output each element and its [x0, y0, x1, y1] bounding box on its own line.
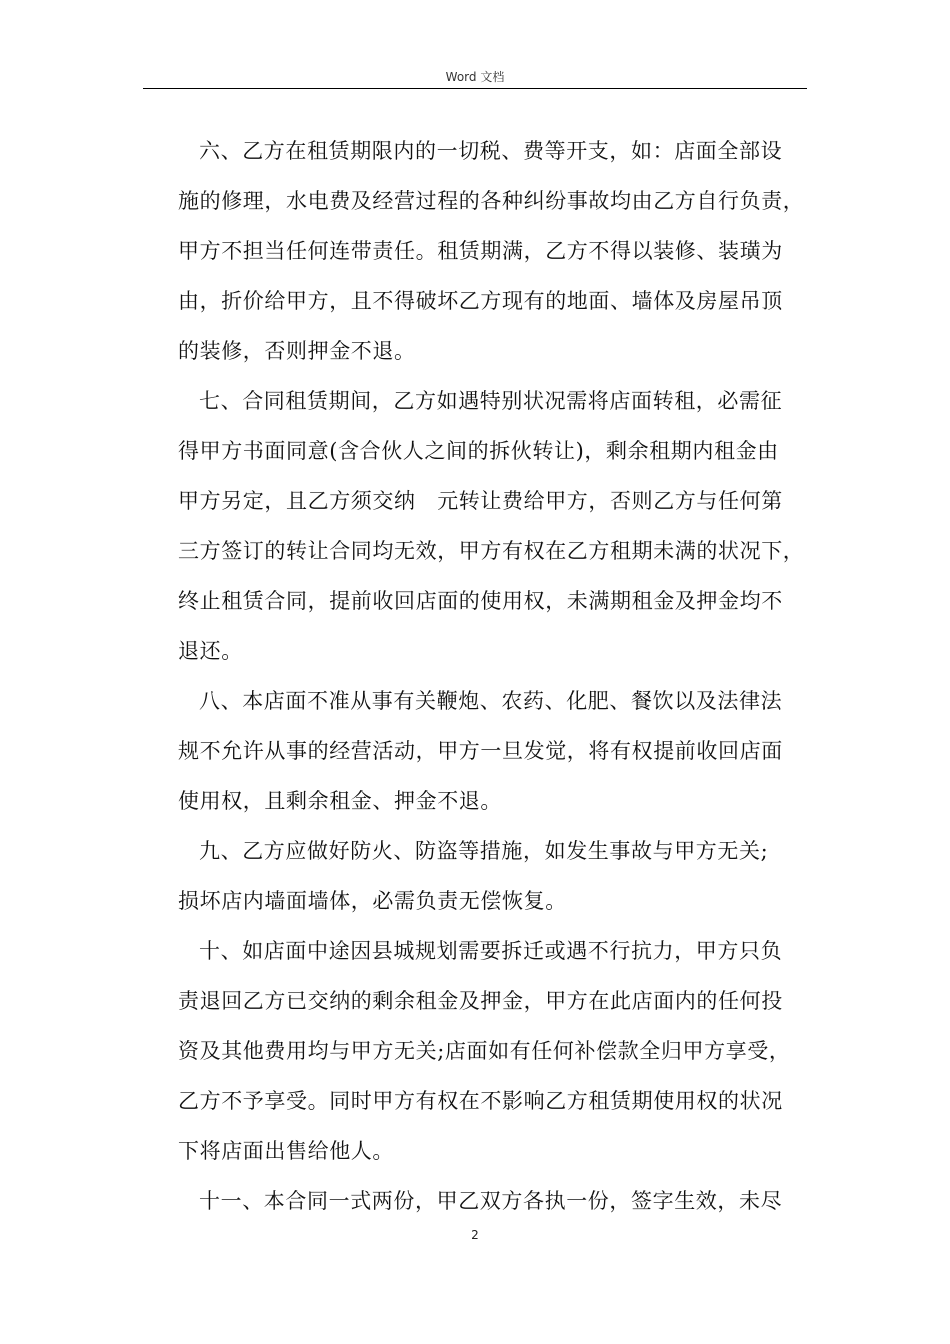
clause-line: 乙方不予享受。同时甲方有权在不影响乙方租赁期使用权的状况: [178, 1089, 783, 1113]
clause-line: 退还。: [178, 639, 243, 663]
clause-line: 得甲方书面同意(含合伙人之间的拆伙转让)，剩余租期内租金由: [178, 439, 779, 463]
clause-7: [178, 376, 808, 676]
clause-9: [178, 826, 808, 926]
clause-line: 的装修，否则押金不退。: [178, 339, 416, 363]
clause-line: 规不允许从事的经营活动，甲方一旦发觉，将有权提前收回店面: [178, 739, 783, 763]
clause-line: 甲方另定，且乙方须交纳 元转让费给甲方，否则乙方与任何第: [178, 489, 783, 513]
clause-line: 六、乙方在租赁期限内的一切税、费等开支，如：店面全部设: [199, 139, 783, 163]
clause-line: 施的修理，水电费及经营过程的各种纠纷事故均由乙方自行负责，: [178, 189, 805, 213]
clause-10: [178, 926, 808, 1176]
clause-line: 九、乙方应做好防火、防盗等措施，如发生事故与甲方无关;: [199, 839, 769, 863]
clause-6: [178, 126, 808, 376]
clause-line: 十、如店面中途因县城规划需要拆迁或遇不行抗力，甲方只负: [199, 939, 783, 963]
document-body: [178, 126, 808, 1226]
page-number: 2: [471, 1228, 479, 1242]
clause-line: 十一、本合同一式两份，甲乙双方各执一份，签字生效，未尽: [199, 1189, 783, 1213]
clause-line: 下将店面出售给他人。: [178, 1139, 394, 1163]
clause-line: 八、本店面不准从事有关鞭炮、农药、化肥、餐饮以及法律法: [199, 689, 783, 713]
clause-line: 由，折价给甲方，且不得破坏乙方现有的地面、墙体及房屋吊顶: [178, 289, 783, 313]
clause-11: [178, 1176, 808, 1226]
clause-8: [178, 676, 808, 826]
page-header: Word 文档: [445, 70, 505, 84]
clause-line: 三方签订的转让合同均无效，甲方有权在乙方租期未满的状况下，: [178, 539, 805, 563]
clause-line: 甲方不担当任何连带责任。租赁期满，乙方不得以装修、装璜为: [178, 239, 783, 263]
clause-line: 使用权，且剩余租金、押金不退。: [178, 789, 502, 813]
clause-line: 损坏店内墙面墙体，必需负责无偿恢复。: [178, 889, 567, 913]
clause-line: 终止租赁合同，提前收回店面的使用权，未满期租金及押金均不: [178, 589, 783, 613]
clause-line: 责退回乙方已交纳的剩余租金及押金，甲方在此店面内的任何投: [178, 989, 783, 1013]
header-divider: [143, 88, 807, 89]
clause-line: 七、合同租赁期间，乙方如遇特别状况需将店面转租，必需征: [199, 389, 783, 413]
clause-line: 资及其他费用均与甲方无关;店面如有任何补偿款全归甲方享受，: [178, 1039, 791, 1063]
